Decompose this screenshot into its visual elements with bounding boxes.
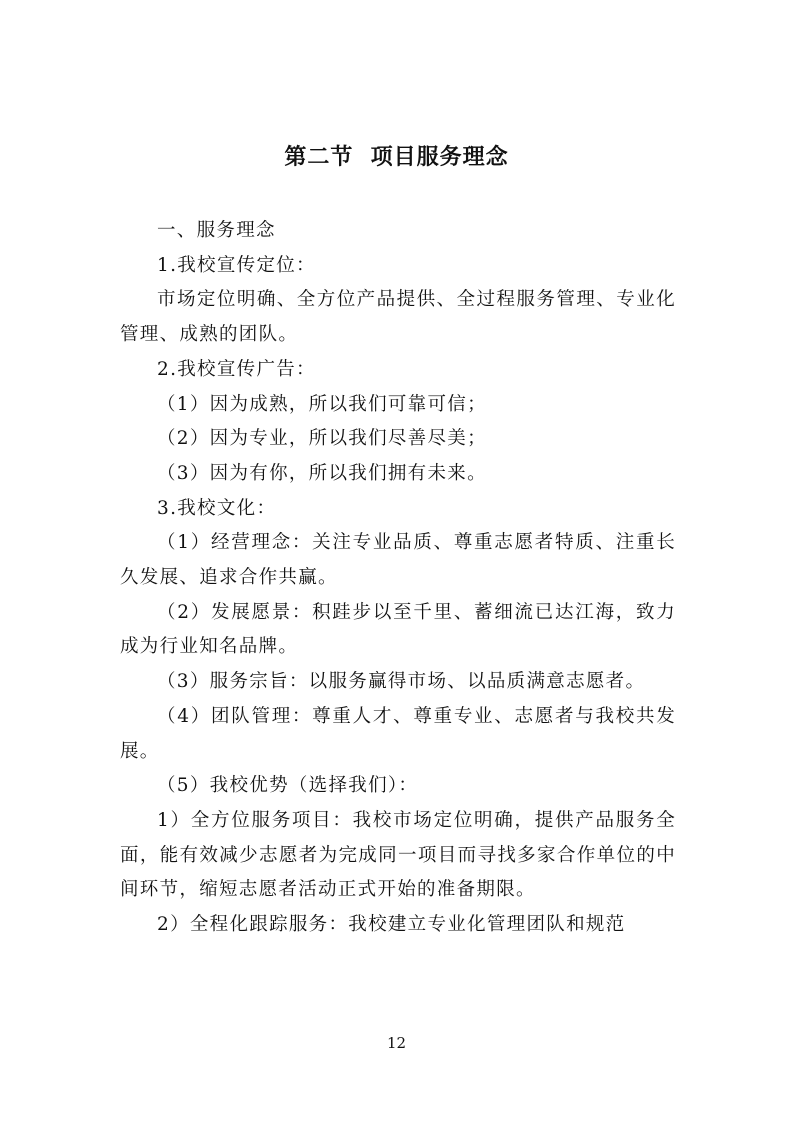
paragraph: 市场定位明确、全方位产品提供、全过程服务管理、专业化管理、成熟的团队。 bbox=[120, 289, 676, 346]
paragraph: （2）发展愿景：积跬步以至千里、蓄细流已达江海，致力成为行业知名品牌。 bbox=[120, 601, 676, 658]
page-number: 12 bbox=[386, 1034, 407, 1052]
paragraph: （4）团队管理：尊重人才、尊重专业、志愿者与我校共发展。 bbox=[120, 705, 676, 762]
paragraph: 2.我校宣传广告： bbox=[157, 358, 316, 380]
paragraph: （1）因为成熟，所以我们可靠可信； bbox=[157, 393, 487, 415]
paragraph: （1）经营理念：关注专业品质、尊重志愿者特质、注重长久发展、追求合作共赢。 bbox=[120, 532, 676, 589]
paragraph: （3）因为有你，所以我们拥有未来。 bbox=[157, 462, 487, 484]
paragraph: （5）我校优势（选择我们）： bbox=[157, 775, 419, 797]
paragraph: 一、服务理念 bbox=[157, 220, 276, 241]
paragraph: 3.我校文化： bbox=[157, 497, 277, 519]
paragraph: （3）服务宗旨：以服务赢得市场、以品质满意志愿者。 bbox=[157, 671, 646, 693]
paragraph: 1）全方位服务项目：我校市场定位明确，提供产品服务全面，能有效减少志愿者为完成同一项目而寻找多家合作单位的中间环节，缩短志愿者活动正式开始的准备期限。 bbox=[120, 809, 676, 901]
paragraph: （2）因为专业，所以我们尽善尽美； bbox=[157, 428, 487, 450]
paragraph: 2）全程化跟踪服务：我校建立专业化管理团队和规范 bbox=[157, 914, 626, 936]
paragraph: 1.我校宣传定位： bbox=[157, 254, 316, 276]
body-text bbox=[120, 214, 676, 943]
section-title: 第二节 项目服务理念 bbox=[284, 145, 509, 170]
